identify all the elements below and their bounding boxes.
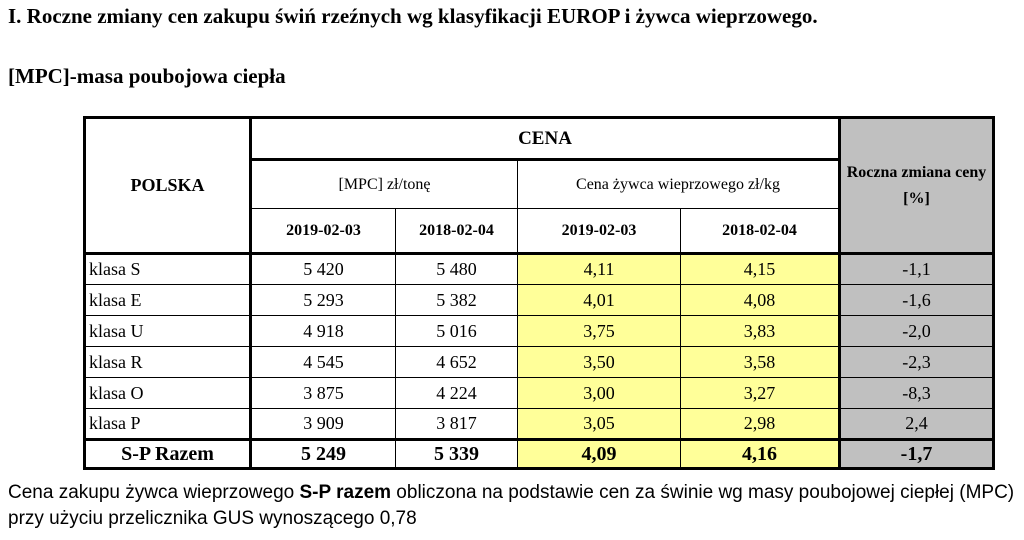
header-zywiec-group: Cena żywca wieprzowego zł/kg (518, 160, 840, 209)
cell-mpc-2018: 5 480 (396, 254, 518, 285)
table-row (85, 378, 994, 409)
cell-zywiec-2019: 3,75 (518, 316, 681, 347)
header-cena: CENA (251, 118, 840, 160)
row-label: klasa P (85, 409, 251, 440)
header-polska: POLSKA (85, 118, 251, 254)
cell-mpc-2018: 4 652 (396, 347, 518, 378)
total-zywiec-2018: 4,16 (681, 440, 840, 469)
header-roczna-zmiana: Roczna zmiana ceny [%] (840, 118, 994, 254)
footnote (8, 480, 1018, 532)
header-date: 2019-02-03 (518, 209, 681, 254)
table-row (85, 347, 994, 378)
row-label: klasa E (85, 285, 251, 316)
cell-zywiec-2018: 4,08 (681, 285, 840, 316)
table-row (85, 254, 994, 285)
header-date: 2018-02-04 (681, 209, 840, 254)
cell-zywiec-2019: 3,50 (518, 347, 681, 378)
cell-change: -1,1 (840, 254, 994, 285)
row-label: klasa S (85, 254, 251, 285)
cell-zywiec-2018: 3,58 (681, 347, 840, 378)
total-change: -1,7 (840, 440, 994, 469)
cell-change: -8,3 (840, 378, 994, 409)
price-table (83, 116, 995, 470)
row-label: klasa R (85, 347, 251, 378)
header-date: 2018-02-04 (396, 209, 518, 254)
row-label: klasa U (85, 316, 251, 347)
row-label: klasa O (85, 378, 251, 409)
total-mpc-2019: 5 249 (251, 440, 396, 469)
cell-mpc-2019: 3 875 (251, 378, 396, 409)
cell-change: 2,4 (840, 409, 994, 440)
total-zywiec-2019: 4,09 (518, 440, 681, 469)
cell-zywiec-2018: 3,83 (681, 316, 840, 347)
cell-zywiec-2019: 3,05 (518, 409, 681, 440)
cell-zywiec-2019: 4,01 (518, 285, 681, 316)
cell-zywiec-2018: 3,27 (681, 378, 840, 409)
footnote-bold: S-P razem (299, 482, 392, 503)
cell-change: -2,3 (840, 347, 994, 378)
header-date: 2019-02-03 (251, 209, 396, 254)
cell-mpc-2019: 4 545 (251, 347, 396, 378)
table-row (85, 409, 994, 440)
table-row (85, 285, 994, 316)
footnote-text: Cena zakupu żywca wieprzowego (8, 482, 300, 503)
cell-mpc-2019: 3 909 (251, 409, 396, 440)
cell-mpc-2019: 5 420 (251, 254, 396, 285)
cell-mpc-2018: 4 224 (396, 378, 518, 409)
header-mpc-group: [MPC] zł/tonę (251, 160, 518, 209)
cell-zywiec-2018: 2,98 (681, 409, 840, 440)
total-mpc-2018: 5 339 (396, 440, 518, 469)
footnote-text-cont: obliczona na podstawie cen za świnie wg masy poubojowej ciepłej (MPC) przy użyciu przelicznika GUS wynoszącego 0,78 (8, 482, 1015, 529)
page-title: I. Roczne zmiany cen zakupu świń rzeźnych wg klasyfikacji EUROP i żywca wieprzowego. (8, 4, 818, 28)
cell-zywiec-2019: 3,00 (518, 378, 681, 409)
page-subtitle: [MPC]-masa poubojowa ciepła (8, 64, 286, 88)
cell-zywiec-2018: 4,15 (681, 254, 840, 285)
cell-mpc-2018: 5 382 (396, 285, 518, 316)
table-row (85, 316, 994, 347)
cell-zywiec-2019: 4,11 (518, 254, 681, 285)
cell-mpc-2019: 4 918 (251, 316, 396, 347)
total-label: S-P Razem (85, 440, 251, 469)
cell-mpc-2018: 3 817 (396, 409, 518, 440)
cell-change: -1,6 (840, 285, 994, 316)
cell-mpc-2018: 5 016 (396, 316, 518, 347)
table-row-total (85, 440, 994, 469)
cell-mpc-2019: 5 293 (251, 285, 396, 316)
cell-change: -2,0 (840, 316, 994, 347)
